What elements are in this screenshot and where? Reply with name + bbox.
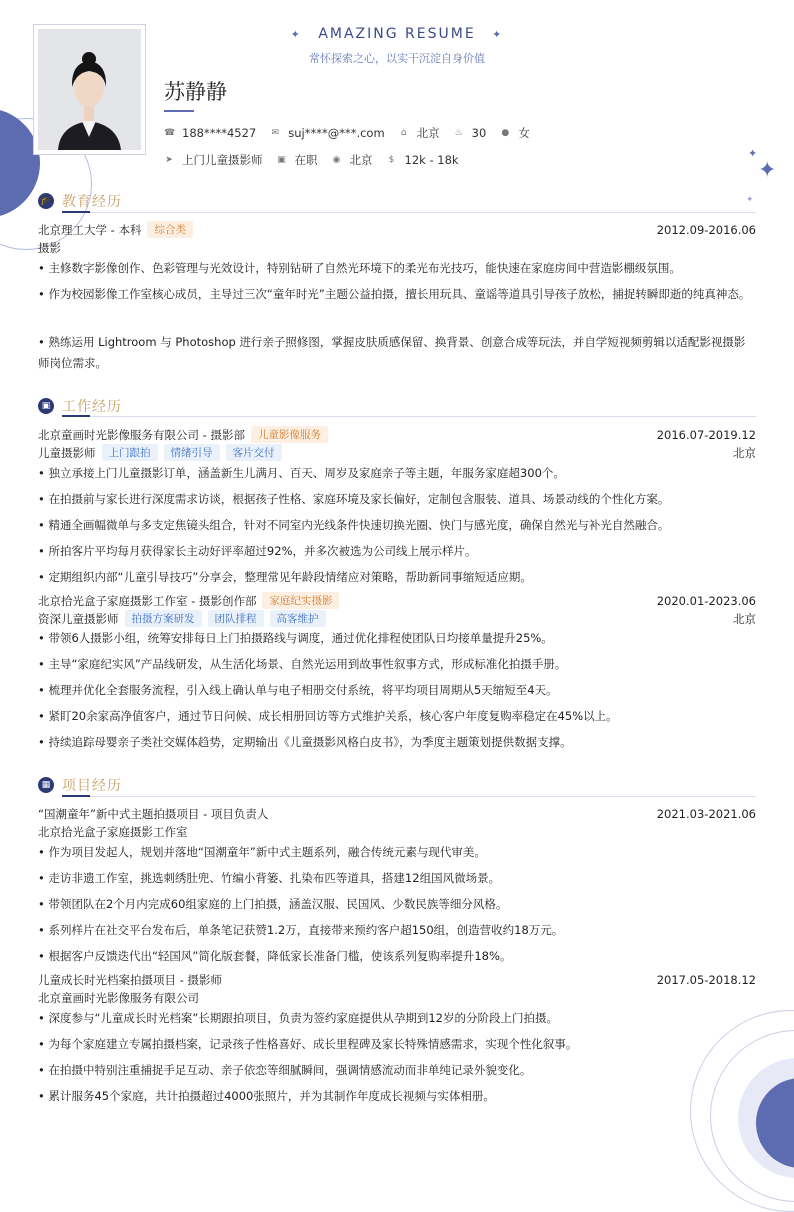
tag: 家庭纪实摄影 [262, 592, 339, 609]
list-item: • 系列样片在社交平台发布后，单条笔记获赞1.2万，直接带来预约客户超150组，创造营收约18万元。 [38, 923, 564, 937]
skill-tag: 客片交付 [226, 444, 282, 461]
list-item: • 在拍摄中特别注重捕捉手足互动、亲子依恋等细腻瞬间，强调情感流动而非单纯记录外貌变化。 [38, 1063, 532, 1077]
school-name: 北京理工大学 - 本科 [38, 222, 142, 237]
job-intent-row [164, 152, 473, 168]
gender-info: ● 女 [501, 126, 530, 140]
list-item: • 主导“家庭纪实风”产品线研发，从生活化场景、自然光运用到故事性叙事方式，形成标准化拍摄手册。 [38, 657, 567, 671]
location: 北京 [733, 611, 756, 626]
phone-info: ☎ 188****4527 [164, 126, 257, 140]
graduation-cap-icon: 🎓 [38, 193, 54, 209]
role: 儿童摄影师 [38, 445, 96, 460]
user-icon: ● [501, 128, 510, 138]
money-icon: $ [388, 155, 395, 165]
email-info: ✉ suj****@***.com [271, 126, 385, 140]
mail-icon: ✉ [271, 128, 279, 138]
project-row [38, 806, 756, 822]
list-item: • 熟练运用 Lightroom 与 Photoshop 进行亲子照修图，掌握皮肤质感保留、换背景、创意合成等玩法，并自学短视频剪辑以适配影视摄影师岗位需求。 [38, 335, 746, 370]
location: 北京 [733, 445, 756, 460]
work-row [38, 592, 756, 609]
briefcase-icon: ▣ [277, 155, 286, 165]
skill-tag: 拍摄方案研发 [125, 610, 202, 627]
list-item: • 作为校园影像工作室核心成员，主导过三次“童年时光”主题公益拍摄，擅长用玩具、童谣等道具引导孩子放松，捕捉转瞬即逝的纯真神态。 [38, 287, 751, 301]
date-range: 2021.03-2021.06 [656, 807, 756, 821]
list-item: • 深度参与“儿童成长时光档案”长期跟拍项目，负责为签约家庭提供从孕期到12岁的分阶段上门拍摄。 [38, 1011, 558, 1025]
tag: 综合类 [147, 221, 193, 238]
date-range: 2020.01-2023.06 [656, 593, 756, 608]
section-divider-accent [62, 211, 90, 213]
candidate-name: 苏静静 [164, 80, 227, 104]
list-item: • 紧盯20余家高净值客户，通过节日问候、成长相册回访等方式维护关系，核心客户年度复购率稳定在45%以上。 [38, 709, 618, 723]
list-item: • 主修数字影像创作、色彩管理与光效设计，特别钻研了自然光环境下的柔光布光技巧，能快速在家庭房间中营造影棚级氛围。 [38, 261, 681, 275]
date-range: 2012.09-2016.06 [656, 222, 756, 237]
role-row [38, 610, 756, 627]
list-item: • 梳理并优化全套服务流程，引入线上确认单与电子相册交付系统，将平均项目周期从5天缩短至4天。 [38, 683, 558, 697]
list-item: • 持续追踪母婴亲子类社交媒体趋势，定期输出《儿童摄影风格白皮书》，为季度主题策划提供数据支撑。 [38, 735, 572, 749]
role-row [38, 444, 756, 461]
section-divider [62, 796, 756, 797]
list-item: • 所拍客片平均每月获得家长主动好评率超过92%，并多次被选为公司线上展示样片。 [38, 544, 477, 558]
date-range: 2017.05-2018.12 [656, 973, 756, 987]
project-title: 儿童成长时光档案拍摄项目 - 摄影师 [38, 973, 222, 987]
name-underline [164, 110, 194, 112]
sparkle-icon: ✦ [492, 28, 504, 41]
list-item: • 作为项目发起人，规划并落地“国潮童年”新中式主题系列，融合传统元素与现代审美。 [38, 845, 486, 859]
list-item: • 精通全画幅微单与多支定焦镜头组合，针对不同室内光线条件快速切换光圈、快门与感光度，确保自然光与补光自然融合。 [38, 518, 670, 532]
work-row [38, 426, 756, 443]
sparkle-icon: ✦ [746, 195, 754, 205]
contact-row [164, 125, 544, 141]
skill-tag: 高客维护 [270, 610, 326, 627]
city-info: ⌂ 北京 [399, 125, 440, 141]
salary-info: $ 12k - 18k [387, 153, 459, 167]
education-row [38, 221, 756, 238]
position-info: ➤ 上门儿童摄影师 [165, 153, 263, 167]
project-org: 北京童画时光影像服务有限公司 [38, 991, 199, 1005]
skill-tag: 上门跟拍 [102, 444, 158, 461]
list-item: • 带领团队在2个月内完成60组家庭的上门拍摄，涵盖汉服、民国风、少数民族等细分风格。 [38, 897, 508, 911]
sparkle-icon: ✦ [290, 28, 302, 41]
company-name: 北京拾光盒子家庭摄影工作室 - 摄影创作部 [38, 593, 257, 608]
company-name: 北京童画时光影像服务有限公司 - 摄影部 [38, 427, 245, 442]
project-section-header: ▦ 项目经历 [38, 775, 122, 795]
list-item: • 带领6人摄影小组，统筹安排每日上门拍摄路线与调度，通过优化排程使团队日均接单量提升25%。 [38, 631, 553, 645]
list-item: • 走访非遗工作室，挑选刺绣肚兜、竹编小背篓、扎染布匹等道具，搭建12组国风微场景。 [38, 871, 501, 885]
list-item: • 在拍摄前与家长进行深度需求访谈，根据孩子性格、家庭环境及家长偏好，定制包含服装、道具、场景动线的个性化方案。 [38, 492, 670, 506]
skill-tag: 团队排程 [208, 610, 264, 627]
section-divider-accent [62, 795, 90, 797]
list-item: • 根据客户反馈迭代出“轻国风”简化版套餐，降低家长准备门槛，使该系列复购率提升18%。 [38, 949, 512, 963]
status-info: ▣ 在职 [277, 153, 318, 167]
target-city-info: ◉ 北京 [332, 153, 373, 167]
cake-icon: ♨ [454, 128, 463, 138]
date-range: 2016.07-2019.12 [656, 427, 756, 442]
sparkle-icon: ✦ [758, 158, 777, 183]
list-item: • 累计服务45个家庭，共计拍摄超过4000张照片，并为其制作年度成长视频与实体相册。 [38, 1089, 495, 1103]
sparkle-icon: ✦ [748, 147, 758, 160]
list-item: • 为每个家庭建立专属拍摄档案，记录孩子性格喜好、成长里程碑及家长特殊情感需求，实现个性化叙事。 [38, 1037, 578, 1051]
send-icon: ➤ [165, 155, 173, 165]
resume-title: AMAZING RESUME [318, 26, 476, 42]
education-section-header: 🎓 教育经历 [38, 191, 122, 211]
resume-subtitle: 常怀探索之心，以实干沉淀自身价值 [309, 52, 485, 65]
skill-tag: 情绪引导 [164, 444, 220, 461]
section-divider-accent [62, 415, 90, 417]
project-org: 北京拾光盒子家庭摄影工作室 [38, 825, 188, 839]
work-section-header: ▣ 工作经历 [38, 396, 122, 416]
list-item: • 定期组织内部“儿童引导技巧”分享会，整理常见年龄段情绪应对策略，帮助新同事缩短适应期。 [38, 570, 532, 584]
project-row [38, 972, 756, 988]
home-icon: ⌂ [400, 128, 407, 138]
role: 资深儿童摄影师 [38, 611, 119, 626]
section-divider [62, 212, 756, 213]
list-item: • 独立承接上门儿童摄影订单，涵盖新生儿满月、百天、周岁及家庭亲子等主题，年服务家庭超300个。 [38, 466, 565, 480]
project-title: “国潮童年”新中式主题拍摄项目 - 项目负责人 [38, 807, 269, 821]
major: 摄影 [38, 241, 61, 255]
briefcase-icon: ▣ [38, 398, 54, 414]
location-pin-icon: ◉ [332, 155, 341, 165]
section-divider [62, 416, 756, 417]
resume-heading [0, 26, 794, 66]
phone-icon: ☎ [164, 128, 176, 138]
age-info: ♨ 30 [454, 126, 487, 140]
grid-icon: ▦ [38, 777, 54, 793]
tag: 儿童影像服务 [251, 426, 328, 443]
